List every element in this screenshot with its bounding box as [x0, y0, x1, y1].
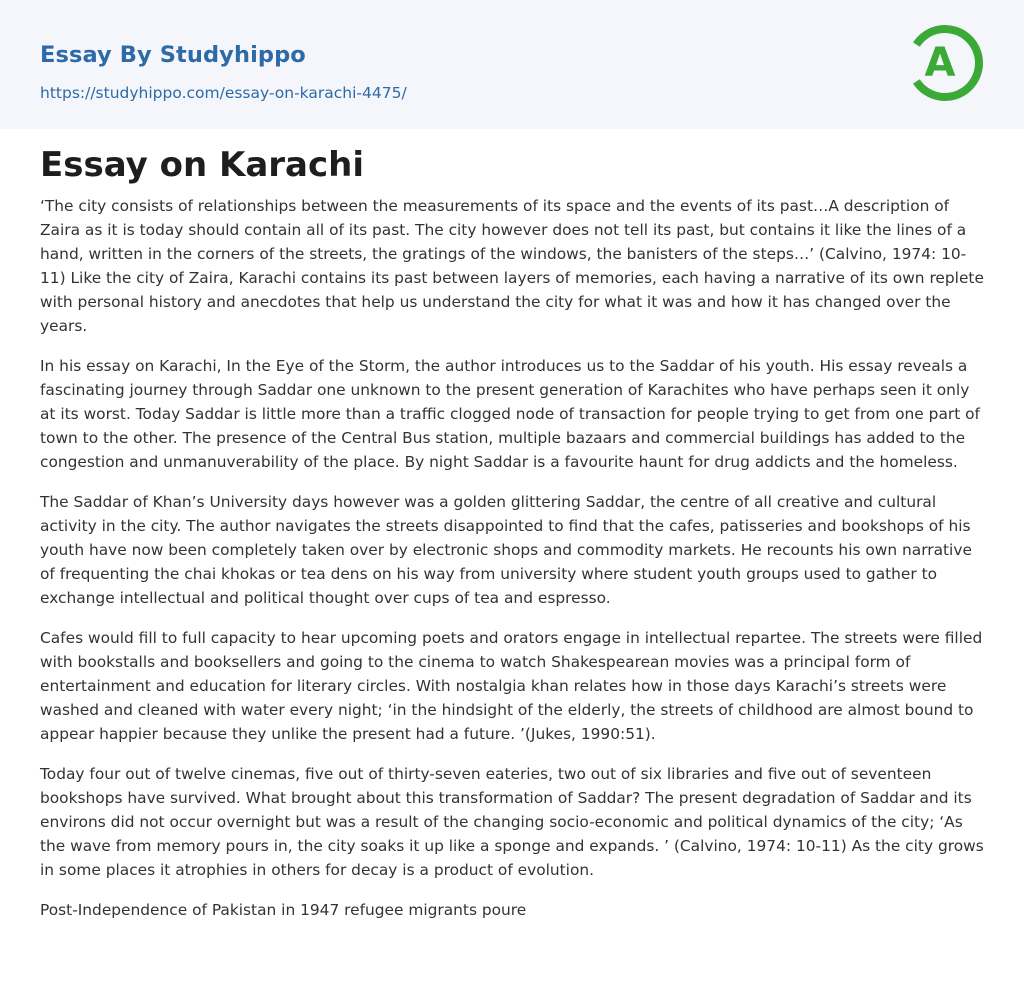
site-brand[interactable]: Essay By Studyhippo [40, 42, 306, 68]
article-url-link[interactable]: https://studyhippo.com/essay-on-karachi-4475/ [40, 84, 407, 102]
article-paragraph: In his essay on Karachi, In the Eye of the Storm, the author introduces us to the Saddar of his youth. His essay reveals a fascinating journey through Saddar one unknown to the present generation of Karachites who have perhaps seen it only at its worst. Today Saddar is little more than a traffic clogged node of transaction for people trying to get from one part of town to the other. The presence of the Central Bus station, multiple bazaars and commercial buildings has added to the congestion and unmanuverability of the place. By night Saddar is a favourite haunt for drug addicts and the homeless. [40, 357, 980, 471]
article-paragraph: Cafes would fill to full capacity to hear upcoming poets and orators engage in intellectual repartee. The streets were filled with bookstalls and booksellers and going to the cinema to watch Shakespearean movies was a principal form of entertainment and education for literary circles. With nostalgia khan relates how in those days Karachi’s streets were washed and cleaned with water every night; ‘in the hindsight of the elderly, the streets of childhood are almost bound to appear happier because they unlike the present had a future. ’(Jukes, 1990:51). [40, 629, 983, 743]
article-paragraph: ‘The city consists of relationships between the measurements of its space and the events of its past…A description of Zaira as it is today should contain all of its past. The city however does not tell its past, but contains it like the lines of a hand, written in the corners of the streets, the gratings of the windows, the banisters of the steps…’ (Calvino, 1974: 10-11) Like the city of Zaira, Karachi contains its past between layers of memories, each having a narrative of its own replete with personal history and anecdotes that help us understand the city for what it was and how it has changed over the years. [40, 197, 984, 335]
site-header [0, 0, 1024, 129]
article-paragraph-truncated: Post-Independence of Pakistan in 1947 refugee migrants poure [40, 901, 527, 919]
article-paragraph: Today four out of twelve cinemas, five out of thirty-seven eateries, two out of six libraries and five out of seventeen bookshops have survived. What brought about this transformation of Saddar? The present degradation of Saddar and its environs did not occur overnight but was a result of the changing socio-economic and political dynamics of the city; ‘As the wave from memory pours in, the city soaks it up like a sponge and expands. ’ (Calvino, 1974: 10-11) As the city grows in some places it atrophies in others for decay is a product of evolution. [40, 765, 984, 879]
article-body [40, 194, 988, 938]
article-title: Essay on Karachi [40, 145, 365, 185]
article-paragraph: The Saddar of Khan’s University days however was a golden glittering Saddar, the centre of all creative and cultural activity in the city. The author navigates the streets disappointed to find that the cafes, patisseries and bookshops of his youth have now been completely taken over by electronic shops and commodity markets. He recounts his own narrative of frequenting the chai khokas or tea dens on his way from university where student youth groups used to gather to exchange intellectual and political thought over cups of tea and espresso. [40, 493, 972, 607]
logo-letter: A [924, 40, 956, 86]
studyhippo-logo-icon[interactable] [900, 20, 986, 106]
